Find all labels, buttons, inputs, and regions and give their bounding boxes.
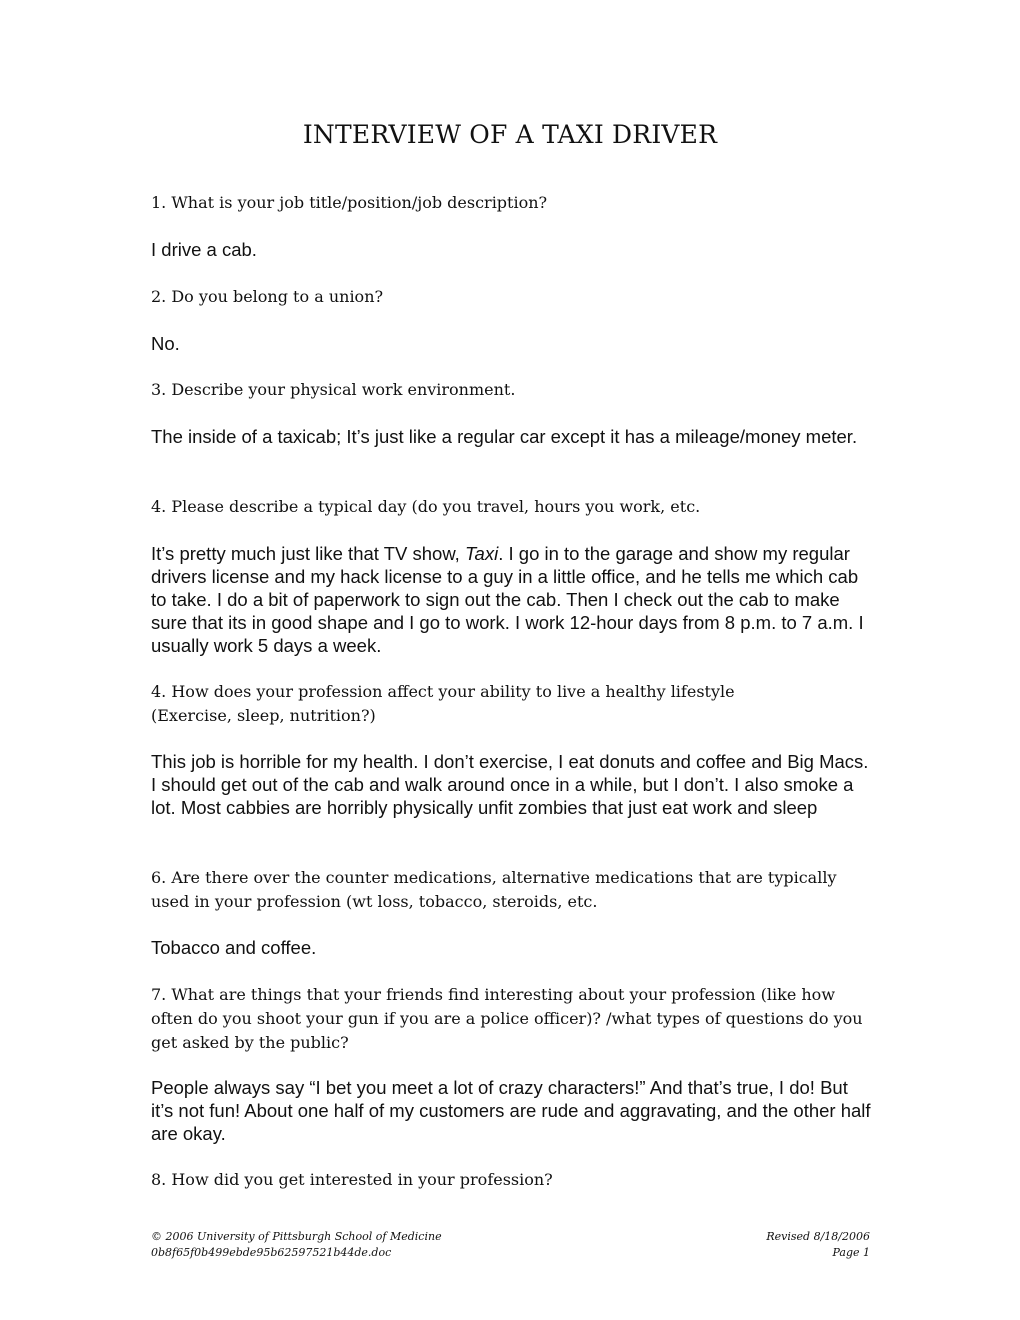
answer-1: I drive a cab. xyxy=(151,239,257,260)
footer-copyright: © 2006 University of Pittsburgh School of Medicine xyxy=(151,1230,442,1243)
answer-4-show-title: Taxi xyxy=(464,543,499,564)
footer-filename: 0b8f65f0b499ebde95b62597521b44de.doc xyxy=(151,1246,392,1259)
answer-5: This job is horrible for my health. I don’t exercise, I eat donuts and coffee and Big Macs. I should get out of the cab and walk around once in a while, but I don’t. I also smoke a lot. Most cabbies are horribly physically unfit zombies that just eat work and sleep xyxy=(151,751,869,818)
question-3: 3. Describe your physical work environment. xyxy=(151,380,516,399)
question-5-line-1: 4. How does your profession affect your ability to live a healthy lifestyle xyxy=(151,682,735,701)
footer-row-2 xyxy=(151,1245,870,1261)
footer-row-1 xyxy=(151,1229,870,1245)
question-8: 8. How did you get interested in your profession? xyxy=(151,1170,553,1189)
answer-7: People always say “I bet you meet a lot of crazy characters!” And that’s true, I do! But it’s not fun! About one half of my customers are rude and aggravating, and the other half are okay. xyxy=(151,1077,871,1144)
page-title: INTERVIEW OF A TAXI DRIVER xyxy=(302,120,718,149)
question-6: 6. Are there over the counter medications, alternative medications that are typically used in your profession (wt loss, tobacco, steroids, etc. xyxy=(151,868,837,911)
question-5-line-2: (Exercise, sleep, nutrition?) xyxy=(151,706,376,725)
question-5 xyxy=(151,680,871,728)
question-1: 1. What is your job title/position/job description? xyxy=(151,193,548,212)
footer-page-number: Page 1 xyxy=(832,1246,870,1259)
answer-2: No. xyxy=(151,333,180,354)
answer-3: The inside of a taxicab; It’s just like a regular car except it has a mileage/money meter. xyxy=(151,426,858,447)
question-7: 7. What are things that your friends find interesting about your profession (like how often do you shoot your gun if you are a police officer)? /what types of questions do you get asked by the public? xyxy=(151,985,863,1052)
answer-6: Tobacco and coffee. xyxy=(151,937,317,958)
answer-4-text-start: It’s pretty much just like that TV show, xyxy=(151,543,465,564)
page-footer xyxy=(151,1229,870,1261)
question-2: 2. Do you belong to a union? xyxy=(151,287,384,306)
answer-4-text-end: . I go in to the garage and show my regular drivers license and my hack license to a guy in a little office, and he tells me which cab to take. I do a bit of paperwork to sign out the cab. Then I check out the cab to make sure that its in good shape and I go to work. I work 12-hour days from 8 p.m. to 7 a.m. I usually work 5 days a week. xyxy=(151,543,864,656)
answer-4 xyxy=(151,542,871,657)
question-4: 4. Please describe a typical day (do you travel, hours you work, etc. xyxy=(151,497,701,516)
footer-revised-date: Revised 8/18/2006 xyxy=(766,1230,870,1243)
